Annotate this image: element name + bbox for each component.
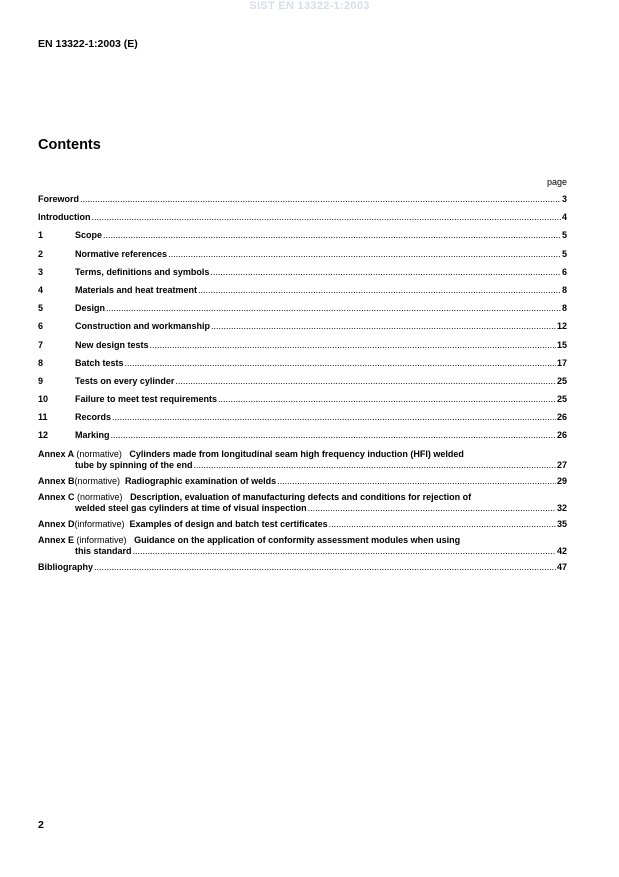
toc-entry-page: 26 <box>556 412 567 423</box>
toc-entry-bibliography[interactable] <box>38 562 567 580</box>
toc-entry-title: Materials and heat treatment <box>75 284 198 295</box>
annex-title: Guidance on the application of conformity assessment modules when using <box>134 534 461 545</box>
annex-title-continued: tube by spinning of the end <box>75 459 193 470</box>
dot-leader <box>308 503 556 514</box>
toc-entry-number: 3 <box>38 266 44 277</box>
annex-type: (normative) <box>76 448 122 459</box>
toc-entry-page: 42 <box>556 545 567 556</box>
annex-type: (informative) <box>76 534 127 545</box>
dot-leader <box>211 321 556 332</box>
annex-type: (normative) <box>77 491 123 502</box>
dot-leader <box>194 460 556 471</box>
toc-entry-page: 35 <box>556 518 567 529</box>
toc-entry-page: 29 <box>556 475 567 486</box>
toc-entry-annex[interactable] <box>38 492 567 514</box>
toc-entry-page: 8 <box>561 284 567 295</box>
toc-entry-page: 5 <box>561 248 567 259</box>
annex-type: (informative) <box>74 518 125 529</box>
dot-leader <box>198 285 561 296</box>
watermark: SIST EN 13322-1:2003 <box>249 0 370 12</box>
toc-entry-number: 7 <box>38 339 44 350</box>
annex-title: Radiographic examination of welds <box>125 475 277 486</box>
annex-title: Cylinders made from longitudinal seam high frequency induction (HFI) welded <box>129 448 464 459</box>
toc-entry[interactable] <box>38 194 567 212</box>
toc-entry-title: Design <box>75 303 106 314</box>
annex-label: Annex A <box>38 448 74 459</box>
toc-entry-number: 6 <box>38 321 44 332</box>
toc-entry[interactable] <box>38 376 567 394</box>
toc-entry-title: Bibliography <box>38 561 94 572</box>
toc-entry[interactable] <box>38 212 567 230</box>
toc-entry-page: 27 <box>556 459 567 470</box>
dot-leader <box>150 340 556 351</box>
toc-entry-number: 5 <box>38 303 44 314</box>
toc-entry-page: 25 <box>556 394 567 405</box>
page-column-header: page <box>546 177 567 187</box>
toc-entry-page: 8 <box>561 303 567 314</box>
toc-entry-title: Introduction <box>38 212 91 223</box>
toc-entry-page: 26 <box>556 430 567 441</box>
toc-entry-number: 1 <box>38 230 44 241</box>
dot-leader <box>103 230 561 241</box>
toc-entry-number: 11 <box>38 412 48 423</box>
toc-entry-number: 2 <box>38 248 44 259</box>
toc-entry-number: 10 <box>38 394 49 405</box>
annex-label: Annex C <box>38 491 75 502</box>
dot-leader <box>80 194 561 205</box>
annex-title-continued: welded steel gas cylinders at time of visual inspection <box>75 502 307 513</box>
toc-entry-annex[interactable] <box>38 449 567 471</box>
dot-leader <box>210 267 561 278</box>
toc-entry-page: 17 <box>556 357 567 368</box>
toc-entry-annex[interactable] <box>38 535 567 557</box>
dot-leader <box>125 358 556 369</box>
dot-leader <box>133 546 556 557</box>
toc-entry-page: 15 <box>556 339 567 350</box>
dot-leader <box>94 562 556 573</box>
toc-entry-title: Scope <box>75 230 103 241</box>
document-id: EN 13322-1:2003 (E) <box>38 38 138 50</box>
toc-entry[interactable] <box>38 285 567 303</box>
toc-entry[interactable] <box>38 412 567 430</box>
toc-entry[interactable] <box>38 321 567 339</box>
toc-entry-page: 12 <box>556 321 567 332</box>
dot-leader <box>218 394 556 405</box>
dot-leader <box>277 476 556 487</box>
toc-entry-number: 9 <box>38 375 44 386</box>
toc-entry-annex[interactable] <box>38 519 567 530</box>
dot-leader <box>168 249 561 260</box>
toc-entry-title: Normative references <box>75 248 168 259</box>
toc-entry-number: 12 <box>38 430 49 441</box>
annex-label: Annex E <box>38 534 75 545</box>
toc-entry-annex[interactable] <box>38 476 567 487</box>
toc-entry[interactable] <box>38 394 567 412</box>
toc-entry-page: 32 <box>556 502 567 513</box>
annex-title-continued: this standard <box>75 545 132 556</box>
toc-entry-page: 6 <box>561 266 567 277</box>
dot-leader <box>175 376 556 387</box>
toc-entry-title: Failure to meet test requirements <box>75 394 218 405</box>
toc-entry-title: New design tests <box>75 339 149 350</box>
toc-entry-title: Terms, definitions and symbols <box>75 266 210 277</box>
dot-leader <box>329 519 556 530</box>
dot-leader <box>111 430 556 441</box>
toc-entry[interactable] <box>38 340 567 358</box>
page-number: 2 <box>38 819 44 831</box>
annex-title: Description, evaluation of manufacturing defects and conditions for rejection of <box>130 491 472 502</box>
toc-entry[interactable] <box>38 267 567 285</box>
toc-entry[interactable] <box>38 430 567 448</box>
toc-entry[interactable] <box>38 303 567 321</box>
annex-label: Annex D <box>38 518 75 529</box>
toc-entry-page: 3 <box>561 194 567 204</box>
toc-entry-page: 5 <box>561 230 567 241</box>
toc-entry-page: 25 <box>556 375 567 386</box>
toc-entry-title: Records <box>75 412 112 423</box>
toc-entry[interactable] <box>38 358 567 376</box>
toc-entry-title: Foreword <box>38 194 80 204</box>
contents-title: Contents <box>38 137 101 153</box>
dot-leader <box>92 212 561 223</box>
toc-entry-page: 4 <box>561 212 567 223</box>
toc-entry-number: 8 <box>38 357 44 368</box>
table-of-contents <box>38 194 567 580</box>
annex-type: (normative) <box>74 475 121 486</box>
annex-title: Examples of design and batch test certificates <box>129 518 328 529</box>
toc-entry[interactable] <box>38 249 567 267</box>
dot-leader <box>106 303 561 314</box>
toc-entry-title: Tests on every cylinder <box>75 375 175 386</box>
toc-entry-page: 47 <box>556 561 567 572</box>
toc-entry-title: Marking <box>75 430 110 441</box>
toc-entry-title: Batch tests <box>75 357 124 368</box>
toc-entry-title: Construction and workmanship <box>75 321 211 332</box>
annex-label: Annex B <box>38 475 75 486</box>
toc-entry[interactable] <box>38 230 567 248</box>
dot-leader <box>112 412 556 423</box>
toc-entry-number: 4 <box>38 284 44 295</box>
